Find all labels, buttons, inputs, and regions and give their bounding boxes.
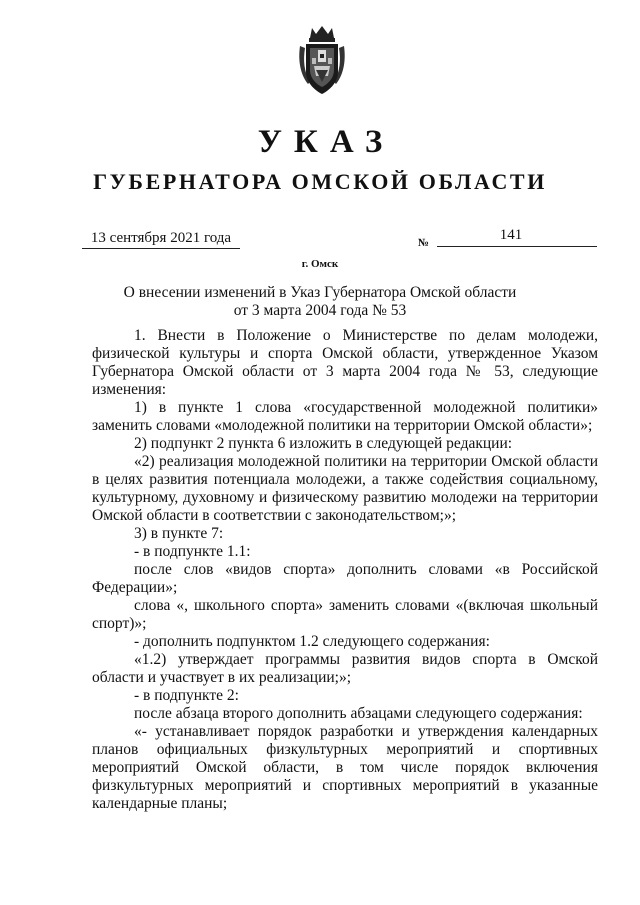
paragraph: после абзаца второго дополнить абзацами следующего содержания: [134, 705, 583, 722]
document-heading [0, 284, 640, 320]
paragraph: 2) подпункт 2 пункта 6 изложить в следующей редакции: [134, 435, 513, 452]
decree-date: 13 сентября 2021 года [82, 229, 240, 249]
paragraph: 3) в пункте 7: [134, 525, 224, 542]
paragraph: 1. Внести в Положение о Министерстве по делам молодежи, физической культуры и спорта Омской области, утвержденное Указом Губернатора Омской области от 3 марта 2004 года № 53, следующие изменения: [92, 327, 598, 398]
paragraph: - дополнить подпунктом 1.2 следующего содержания: [134, 633, 490, 650]
decree-number: 141 [499, 227, 523, 243]
omsk-coat-of-arms-icon [296, 24, 348, 98]
heading-line-1: О внесении изменений в Указ Губернатора Омской области [123, 284, 517, 301]
paragraph: слова «, школьного спорта» заменить словами «(включая школьный спорт)»; [92, 597, 598, 632]
number-sign: № [418, 237, 430, 249]
document-type-title: УКАЗ [257, 124, 395, 160]
coat-of-arms-emblem [296, 24, 348, 98]
city-label: г. Омск [301, 258, 339, 270]
decree-number-field [437, 226, 597, 247]
paragraph: «1.2) утверждает программы развития видов спорта в Омской области и участвует в их реализации;»; [92, 651, 598, 686]
paragraph: 1) в пункте 1 слова «государственной молодежной политики» заменить словами «молодежной политики на территории Омской области»; [92, 399, 598, 434]
heading-line-2: от 3 марта 2004 года № 53 [233, 302, 407, 319]
document-body [92, 327, 598, 813]
issuer-title: ГУБЕРНАТОРА ОМСКОЙ ОБЛАСТИ [93, 169, 547, 194]
paragraph: «2) реализация молодежной политики на территории Омской области в целях развития потенциала молодежи, а также содействия социальному, культурному, духовному и физическому развитию молодежи на территории Омской области в соответствии с законодательством;»; [92, 453, 598, 524]
paragraph: после слов «видов спорта» дополнить словами «в Российской Федерации»; [92, 561, 598, 596]
paragraph: «- устанавливает порядок разработки и утверждения календарных планов официальных физкультурных мероприятий и спортивных мероприятий Омской области, в том числе порядок включения физкультурных мероприятий и спортивных мероприятий в указанные календарные планы; [92, 723, 598, 812]
paragraph: - в подпункте 2: [134, 687, 239, 704]
paragraph: - в подпункте 1.1: [134, 543, 251, 560]
